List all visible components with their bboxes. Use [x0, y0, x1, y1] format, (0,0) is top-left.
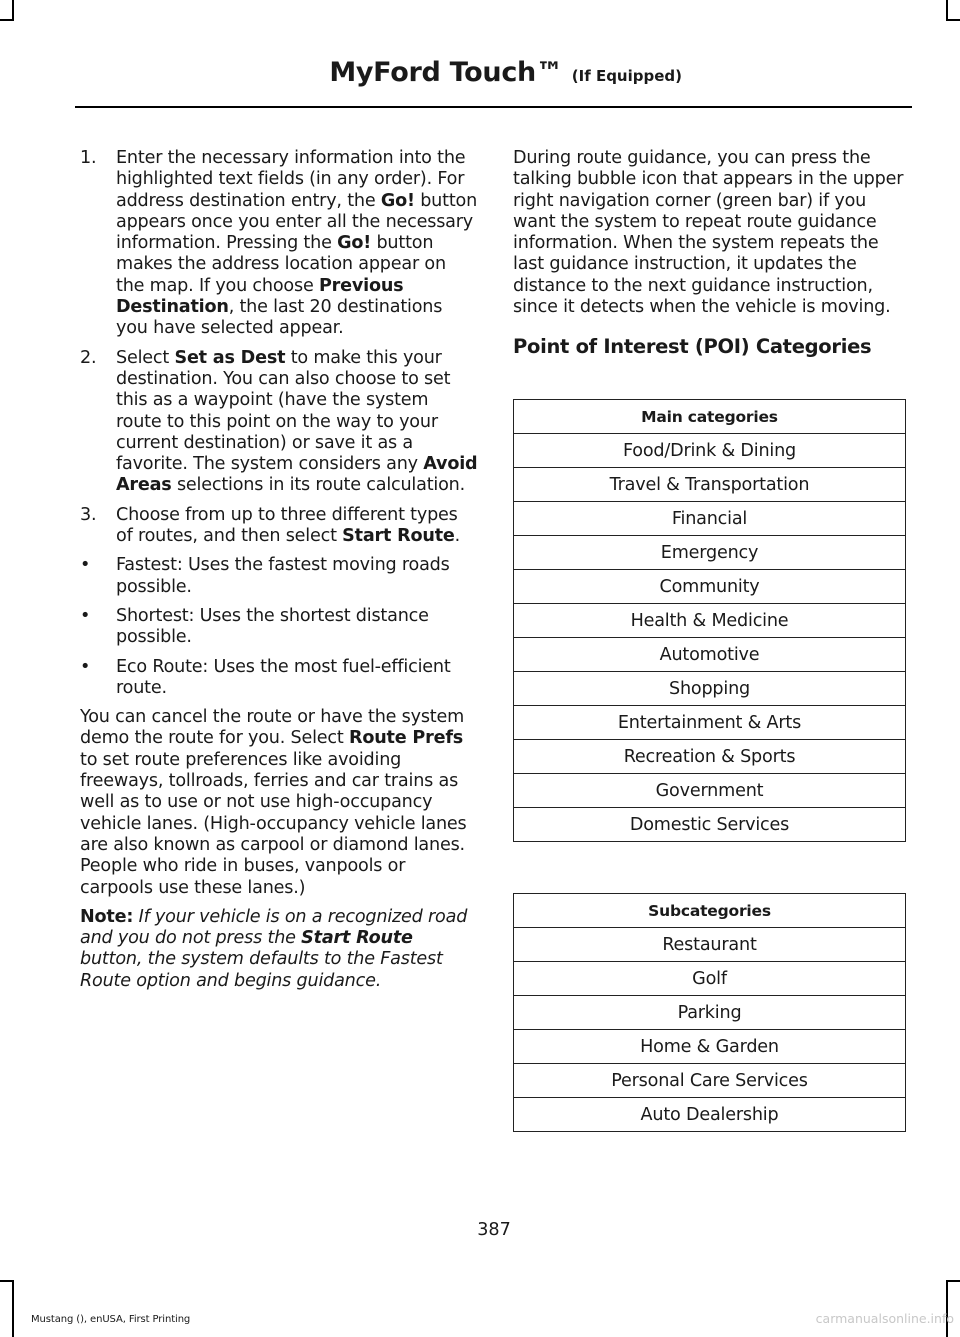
bullet-item [80, 555, 478, 598]
section-title: Point of Interest (POI) Categories [513, 335, 872, 359]
crop-mark [0, 1280, 14, 1282]
bullet-item [80, 657, 478, 700]
watermark: carmanualsonline.info [815, 1311, 954, 1326]
table-cell: Shopping [514, 672, 906, 706]
bold-term: Avoid Areas [116, 454, 478, 496]
table-row [514, 1030, 906, 1064]
table-row [514, 638, 906, 672]
table-cell: Auto Dealership [514, 1098, 906, 1132]
note-body [80, 907, 467, 991]
table-cell: Financial [514, 502, 906, 536]
text-run: , the last 20 destinations you have selected appear. [116, 297, 443, 339]
bullet-text: Fastest: Uses the fastest moving roads possible. [116, 555, 450, 597]
table-row [514, 774, 906, 808]
bullet-item [80, 606, 478, 649]
table-row [514, 604, 906, 638]
crop-mark [0, 19, 14, 21]
step-text [116, 348, 477, 496]
table-cell: Entertainment & Arts [514, 706, 906, 740]
table-row [514, 1064, 906, 1098]
table-row [514, 672, 906, 706]
header-title: MyFord Touch™ [329, 57, 563, 88]
bold-term: Go! [380, 190, 415, 211]
table-cell: Home & Garden [514, 1030, 906, 1064]
step-text [116, 505, 460, 546]
bullet-icon: • [80, 555, 91, 576]
table-cell: Government [514, 774, 906, 808]
table-row [514, 434, 906, 468]
table-row [514, 536, 906, 570]
crop-mark [12, 1280, 14, 1337]
table-cell: Emergency [514, 536, 906, 570]
header-subtitle: (If Equipped) [571, 67, 682, 85]
bold-term: Go! [337, 233, 372, 254]
crop-mark [946, 0, 948, 20]
table-row [514, 706, 906, 740]
step-number: 3. [80, 504, 97, 525]
bullet-icon: • [80, 605, 91, 626]
table-header: Subcategories [514, 894, 906, 928]
bold-term: Previous Destination [116, 275, 404, 318]
table-cell: Automotive [514, 638, 906, 672]
text-run: button makes the address location appear on the map. If you choose [116, 233, 446, 296]
table-cell: Restaurant [514, 928, 906, 962]
numbered-steps [80, 148, 478, 547]
table-cell: Travel & Transportation [514, 468, 906, 502]
table-row [514, 808, 906, 842]
text-run: to set route preferences like avoiding freeways, tollroads, ferries and car trains as well as to use or not use high-occupancy vehicle lanes. (High-occupancy vehicle lanes are also known as carpool or diamond lanes. People who ride in buses, vanpools or carpools use these lanes.) [80, 749, 467, 898]
text-run: button, the system defaults to the Fastest Route option and begins guidance. [80, 949, 443, 991]
table-cell: Domestic Services [514, 808, 906, 842]
table-cell: Personal Care Services [514, 1064, 906, 1098]
page-header-title [329, 57, 682, 88]
text-run: . [454, 526, 461, 547]
table-row [514, 962, 906, 996]
step-number: 2. [80, 347, 97, 368]
text-run: selections in its route calculation. [171, 475, 465, 496]
bullet-icon: • [80, 656, 91, 677]
bold-term: Start Route [342, 526, 455, 547]
text-run: You can cancel the route or have the system demo the route for you. Select [80, 707, 465, 749]
table-row [514, 570, 906, 604]
numbered-step [80, 348, 478, 497]
text-run: Enter the necessary information into the highlighted text fields (in any order). For address destination entry, the [116, 148, 466, 211]
right-column [513, 148, 908, 380]
table-row [514, 502, 906, 536]
table-header: Main categories [514, 400, 906, 434]
bold-term: Route Prefs [349, 728, 464, 749]
table-cell: Golf [514, 962, 906, 996]
text-run: If your vehicle is on a recognized road and you do not press the [80, 906, 468, 949]
route-prefs-paragraph [80, 707, 478, 899]
table-row [514, 468, 906, 502]
numbered-step [80, 505, 478, 548]
footer-text: Mustang (), enUSA, First Printing [31, 1314, 191, 1325]
step-number: 1. [80, 148, 97, 168]
bold-term: Set as Dest [174, 347, 286, 368]
step-text [116, 148, 477, 338]
bullet-text: Shortest: Uses the shortest distance possible. [116, 605, 429, 648]
note-paragraph [80, 907, 478, 992]
table-cell: Health & Medicine [514, 604, 906, 638]
subcategories-table [513, 893, 906, 1132]
bold-term: Start Route [301, 928, 413, 949]
table-row [514, 928, 906, 962]
table-cell: Food/Drink & Dining [514, 434, 906, 468]
left-column [80, 148, 478, 1000]
text-run: button appears once you enter all the necessary information. Pressing the [116, 190, 478, 254]
header-rule [75, 106, 912, 108]
text-run: Choose from up to three different types of routes, and then select [116, 504, 458, 547]
crop-mark [12, 0, 14, 20]
crop-mark [946, 1280, 960, 1282]
table-cell: Parking [514, 996, 906, 1030]
note-label: Note: [80, 906, 134, 927]
table-row [514, 1098, 906, 1132]
table-row [514, 740, 906, 774]
table-cell: Community [514, 570, 906, 604]
bullet-text: Eco Route: Uses the most fuel-efficient route. [116, 656, 451, 698]
main-categories-table [513, 399, 906, 842]
text-run: Select [116, 347, 175, 368]
guidance-paragraph: During route guidance, you can press the talking bubble icon that appears in the upper right navigation corner (green bar) if you want the system to repeat route guidance information. When the system repeats the last guidance instruction, it updates the distance to the next guidance instruction, since it detects when the vehicle is moving. [513, 148, 904, 318]
crop-mark [946, 19, 960, 21]
route-type-bullets [80, 555, 478, 699]
page-number: 387 [477, 1220, 511, 1240]
text-run: to make this your destination. You can also choose to set this as a waypoint (have the system route to this point on the way to your current destination) or save it as a favorite. The system considers any [116, 347, 451, 475]
numbered-step [80, 148, 478, 340]
crop-mark [946, 1280, 948, 1337]
table-row [514, 996, 906, 1030]
table-cell: Recreation & Sports [514, 740, 906, 774]
